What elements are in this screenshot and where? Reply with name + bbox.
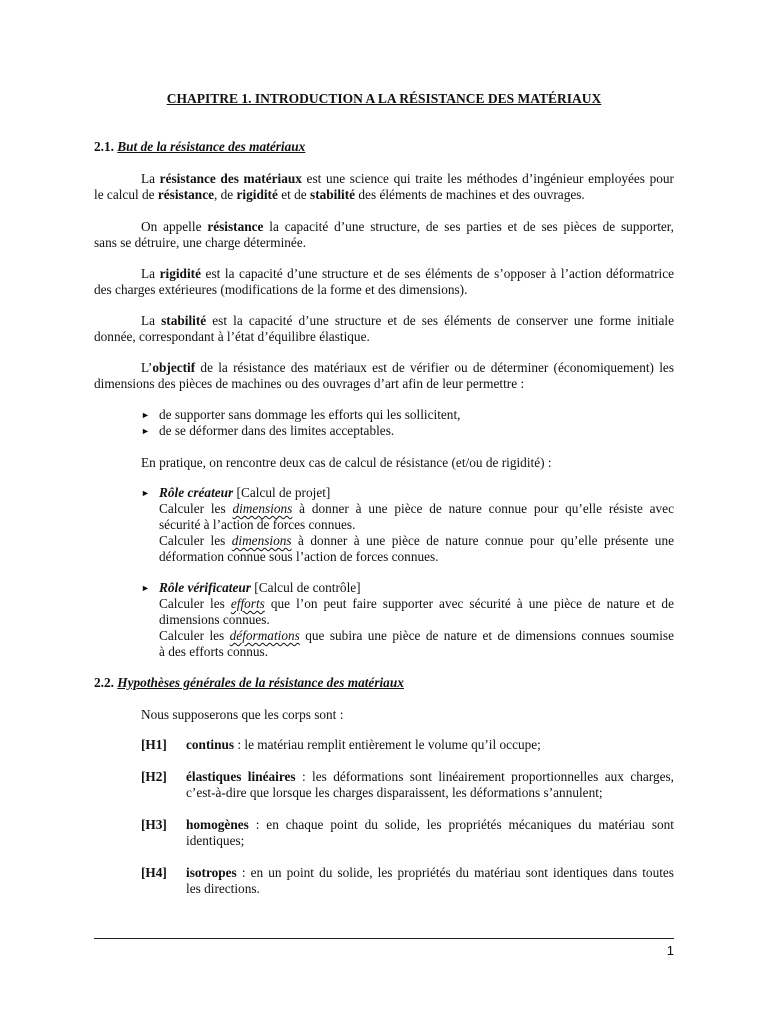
paragraph-resistance — [94, 219, 674, 251]
hypothesis-line: c’est-à-dire que lorsque les charges disparaissent, les déformations s’annulent; — [186, 785, 603, 800]
paragraph-line: La résistance des matériaux est une science qui traite les méthodes d’ingénieur employées pour — [141, 171, 674, 186]
hypothesis-label: [H2] — [141, 769, 167, 784]
bullet-text: de se déformer dans des limites acceptables. — [159, 423, 395, 438]
section-title: But de la résistance des matériaux — [117, 139, 306, 154]
paragraph-line: le calcul de résistance, de rigidité et de stabilité des éléments de machines et des ouvrages. — [94, 187, 585, 202]
hypothesis-line: élastiques linéaires : les déformations sont linéairement proportionnelles aux charges, — [186, 769, 675, 784]
role-line: Calculer les dimensions à donner à une pièce de nature connue pour qu’elle résiste avec — [159, 501, 674, 516]
document-page — [94, 0, 674, 1024]
hypothesis-line: les directions. — [186, 881, 260, 896]
paragraph-line: Nous supposerons que les corps sont : — [141, 707, 344, 722]
section-number: 2.1. — [94, 139, 114, 154]
hypothesis-label: [H1] — [141, 737, 167, 752]
paragraph-line: La stabilité est la capacité d’une structure et de ses éléments de conserver une forme initiale — [141, 313, 674, 328]
role-line: Calculer les déformations que subira une pièce de nature et de dimensions connues soumise — [159, 628, 674, 643]
role-line: Calculer les efforts que l’on peut faire supporter avec sécurité à une pièce de nature et de — [159, 596, 674, 611]
section-number: 2.2. — [94, 675, 114, 690]
role-line: à des efforts connus. — [159, 644, 269, 659]
paragraph-line: On appelle résistance la capacité d’une structure, de ses parties et de ses pièces de supporter, — [141, 219, 675, 234]
paragraph-line: L’objectif de la résistance des matériaux est de vérifier ou de déterminer (économiquement) les — [141, 360, 674, 375]
paragraph-supposerons — [94, 707, 674, 723]
role-line: déformation connue sous l’action de forces connues. — [159, 549, 439, 564]
paragraph-rigidite — [94, 266, 674, 298]
hypothesis-line: identiques; — [186, 833, 245, 848]
bullet-text: de supporter sans dommage les efforts qui les sollicitent, — [159, 407, 461, 422]
paragraph-objectif — [94, 360, 674, 392]
bullet-arrow-icon: ► — [141, 583, 150, 593]
bullet-arrow-icon: ► — [141, 426, 150, 436]
hypothesis-line: homogènes : en chaque point du solide, les propriétés mécaniques du matériau sont — [186, 817, 674, 832]
hypothesis-label: [H4] — [141, 865, 167, 880]
paragraph-line: donnée, correspondant à l’état d’équilibre élastique. — [94, 329, 370, 344]
page-number: 1 — [666, 943, 674, 958]
hypothesis-label: [H3] — [141, 817, 167, 832]
role-line: sécurité à l’action de forces connues. — [159, 517, 356, 532]
paragraph-line: des charges extérieures (modifications de la forme et des dimensions). — [94, 282, 468, 297]
role-heading: Rôle vérificateur [Calcul de contrôle] — [159, 580, 361, 595]
section-heading-2-2 — [94, 675, 404, 691]
chapter-title: CHAPITRE 1. INTRODUCTION A LA RÉSISTANCE DES MATÉRIAUX — [166, 91, 602, 106]
bullet-arrow-icon: ► — [141, 410, 150, 420]
footer-divider — [94, 938, 674, 939]
paragraph-line: En pratique, on rencontre deux cas de calcul de résistance (et/ou de rigidité) : — [141, 455, 552, 470]
hypothesis-line: isotropes : en un point du solide, les propriétés du matériau sont identiques dans toutes — [186, 865, 674, 880]
section-heading-2-1 — [94, 139, 305, 155]
paragraph-stabilite — [94, 313, 674, 345]
paragraph-line: La rigidité est la capacité d’une structure et de ses éléments de s’opposer à l’action déformatrice — [141, 266, 674, 281]
paragraph-definition — [94, 171, 674, 203]
paragraph-line: sans se détruire, une charge déterminée. — [94, 235, 307, 250]
role-heading: Rôle créateur [Calcul de projet] — [159, 485, 331, 500]
role-line: Calculer les dimensions à donner à une pièce de nature connue pour qu’elle présente une — [159, 533, 674, 548]
paragraph-pratique — [94, 455, 674, 471]
hypothesis-line: continus : le matériau remplit entièrement le volume qu’il occupe; — [186, 737, 541, 752]
bullet-arrow-icon: ► — [141, 488, 150, 498]
paragraph-line: dimensions des pièces de machines ou des ouvrages d’art afin de leur permettre : — [94, 376, 525, 391]
role-line: dimensions connues. — [159, 612, 270, 627]
section-title: Hypothèses générales de la résistance des matériaux — [117, 675, 404, 690]
